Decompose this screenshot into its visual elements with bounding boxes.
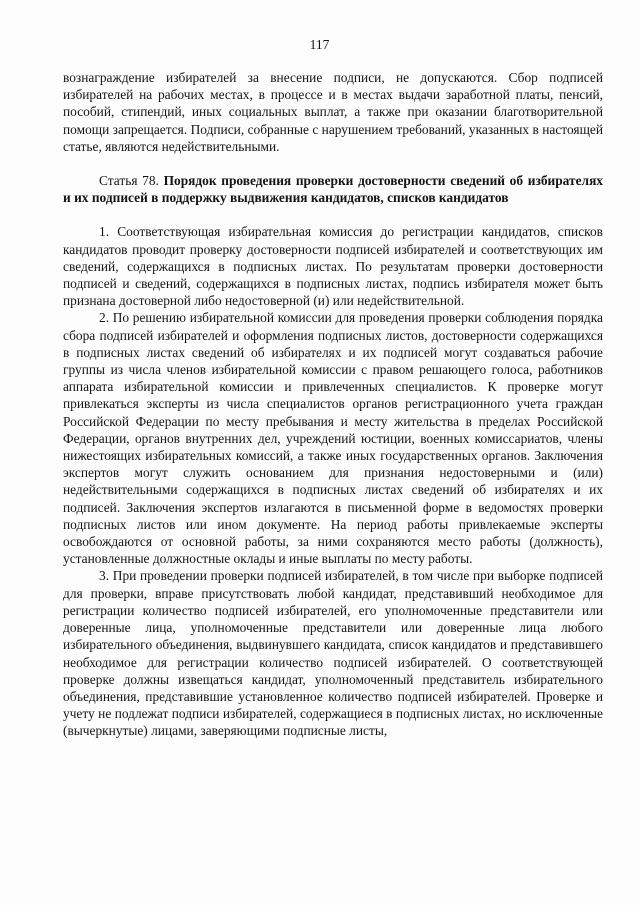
page-number: 117 (309, 37, 330, 52)
continuation-paragraph: вознаграждение избирателей за внесение подписи, не допускаются. Сбор подписей избирателей на рабочих местах, в процессе и в местах выдачи заработной платы, пенсий, пособий, стипендий, иных социальных выплат, а также при оказании благотворительной помощи запрещается. Подписи, собранные с нарушением требований, указанных в настоящей статье, являются недействительными. (63, 70, 603, 154)
article-number: Статья 78. (99, 173, 164, 189)
clause-2: 2. По решению избирательной комиссии для проведения проверки соблюдения порядка сбора подписей избирателей и оформления подписных листов, достоверности содержащихся в подписных листах сведений об избирателях и их подписей могут создаваться рабочие группы из числа членов избирательной комиссии с правом решающего голоса, работников аппарата избирательной комиссии и привлеченных специалистов. К проверке могут привлекаться эксперты из числа специалистов органов регистрационного учета граждан Российской Федерации по месту пребывания и месту жительства в пределах Российской Федерации, органов внутренних дел, учреждений юстиции, военных комиссариатов, члены нижестоящих избирательных комиссий, а также иных государственных органов. Заключения экспертов могут служить основанием для признания недостоверными и (или) недействительными содержащихся в подписных листах сведений об избирателях и их подписей. Заключения экспертов излагаются в письменной форме в ведомостях проверки подписных листов или ином документе. На период работы привлекаемые эксперты освобождаются от основной работы, за ними сохраняются место работы (должность), установленные должностные оклады и иные выплаты по месту работы. (63, 310, 603, 567)
article-heading (63, 172, 603, 206)
clause-3: 3. При проведении проверки подписей избирателей, в том числе при выборке подписей для проверки, вправе присутствовать любой кандидат, представивший необходимое для регистрации количество подписей избирателей, его уполномоченные представители или доверенные лица, уполномоченные представители или доверенные лица любого избирательного объединения, выдвинувшего кандидата, список кандидатов и представившего необходимое для регистрации количество подписей избирателей. О соответствующей проверке должны извещаться кандидат, уполномоченный представитель избирательного объединения, представившие установленное количество подписей избирателей. Проверке и учету не подлежат подписи избирателей, содержащиеся в подписных листах, но исключенные (вычеркнутые) лицами, заверяющими подписные листы, (63, 568, 603, 739)
article-title: Порядок проведения проверки достоверности сведений об избирателях и их подписей в поддержку выдвижения кандидатов, списков кандидатов (63, 173, 604, 206)
clause-1: 1. Соответствующая избирательная комиссия до регистрации кандидатов, списков кандидатов проводит проверку достоверности подписей избирателей и соответствующих им сведений, содержащихся в подписных листах. По результатам проверки достоверности подписей и сведений, содержащихся в подписных листах, подпись избирателя может быть признана достоверной либо недостоверной (и) или недействительной. (63, 224, 603, 309)
page-body (63, 69, 603, 740)
